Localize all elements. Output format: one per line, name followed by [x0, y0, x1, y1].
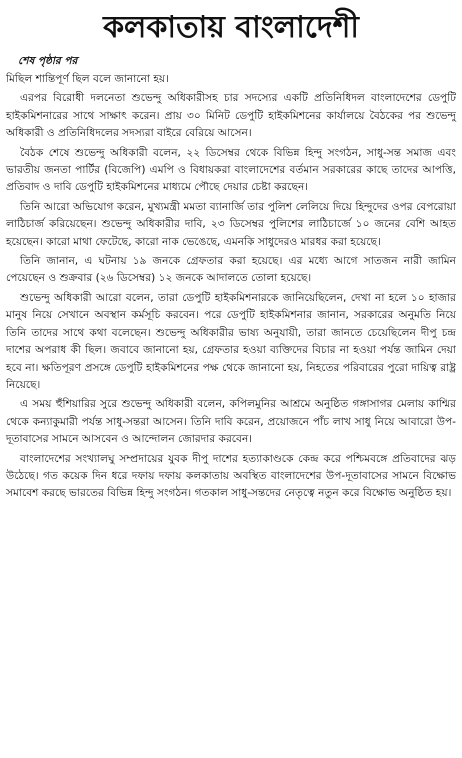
paragraph: এরপর বিরোধী দলনেতা শুভেন্দু অধিকারীসহ চার সদস্যের একটি প্রতিনিধিদল বাংলাদেশের ডেপুটি হাইকমিশনারের সাথে সাক্ষাৎ করেন। প্রায় ৩০ মিনিট ডেপুটি হাইকমিশনের কার্যালয়ে বৈঠকের পর শুভেন্দু অধিকারী ও প্রতিনিধিদলের সদস্যরা বাইরে বেরিয়ে আসেন। — [6, 92, 456, 140]
paragraph: মিছিল শান্তিপূর্ণ ছিল বলে জানানো হয়। — [6, 73, 169, 85]
article-body — [6, 71, 456, 503]
headline: কলকাতায় বাংলাদেশী — [103, 10, 359, 45]
paragraph: তিনি আরো অভিযোগ করেন, মুখ্যমন্ত্রী মমতা ব্যানার্জি তার পুলিশ লেলিয়ে দিয়ে হিন্দুদের ওপর বেপরোয়া লাঠিচার্জ করিয়েছেন। শুভেন্দু অধিকারীর দাবি, ২৩ ডিসেম্বর পুলিশের লাঠিচার্জে ১০ জনের বেশি আহত হয়েছেন। কারো মাথা ফেটেছে, কারো নাক ভেঙেছে, এমনকি সাধুদেরও মারধর করা হয়েছে। — [6, 200, 456, 248]
paragraph: শুভেন্দু অধিকারী আরো বলেন, তারা ডেপুটি হাইকমিশনারকে জানিয়েছিলেন, দেখা না হলে ১০ হাজার মানুষ নিয়ে সেখানে অবস্থান কর্মসূচি করবেন। পরে ডেপুটি হাইকমিশনার জানান, সরকারের অনুমতি নিয়ে তিনি তাদের সাথে কথা বলেছেন। শুভেন্দু অধিকারীর ভাষ্য অনুযায়ী, তারা জানতে চেয়েছিলেন দীপু চন্দ্র দাশের অপরাধ কী ছিল। জবাবে জানানো হয়, গ্রেফতার হওয়া ব্যক্তিদের বিচার না হওয়া পর্যন্ত জামিন দেয়া হবে না। ক্ষতিপূরণ প্রসঙ্গে ডেপুটি হাইকমিশনের পক্ষ থেকে জানানো হয়, নিহতের পরিবারের পুরো দায়িত্ব রাষ্ট্র নিয়েছে। — [6, 291, 456, 391]
continued-from-label: শেষ পৃষ্ঠার পর — [18, 55, 78, 67]
paragraph: এ সময় হুঁশিয়ারির সুরে শুভেন্দু অধিকারী বলেন, কপিলমুনির আশ্রমে অনুষ্ঠিত গঙ্গাসাগর মেলায় কাশ্মির থেকে কন্যাকুমারী পর্যন্ত সাধু-সন্তরা আসেন। তিনি দাবি করেন, প্রয়োজনে পাঁচ লাখ সাধু নিয়ে আবারো উপ-দূতাবাসের সামনে আসবেন ও আন্দোলন জোরদার করবেন। — [6, 398, 456, 446]
paragraph: বৈঠক শেষে শুভেন্দু অধিকারী বলেন, ২২ ডিসেম্বর থেকে বিভিন্ন হিন্দু সংগঠন, সাধু-সন্ত সমাজ এবং ভারতীয় জনতা পার্টির (বিজেপি) এমপি ও বিধায়করা বাংলাদেশের বর্তমান সরকারের কাছে তাদের আপত্তি, প্রতিবাদ ও দাবি ডেপুটি হাইকমিশনের মাধ্যমে পৌছে দেয়ার চেষ্টা করছেন। — [6, 146, 456, 194]
paragraph: তিনি জানান, এ ঘটনায় ১৯ জনকে গ্রেফতার করা হয়েছে। এর মধ্যে আগে সাতজন নারী জামিন পেয়েছেন ও শুক্রবার (২৬ ডিসেম্বর) ১২ জনকে আদালতে তোলা হয়েছে। — [6, 255, 456, 285]
paragraph: বাংলাদেশের সংখ্যালঘু সম্প্রদায়ের যুবক দীপু দাশের হত্যাকাণ্ডকে কেন্দ্র করে পশ্চিমবঙ্গে প্রতিবাদের ঝড় উঠেছে। গত কয়েক দিন ধরে দফায় দফায় কলকাতায় অবস্থিত বাংলাদেশের উপ-দূতাবাসের সামনে বিক্ষোভ সমাবেশ করছে ভারতের বিভিন্ন হিন্দু সংগঠন। গতকাল সাধু-সন্তদের নেতৃত্বে নতুন করে বিক্ষোভ অনুষ্ঠিত হয়। — [6, 452, 456, 500]
